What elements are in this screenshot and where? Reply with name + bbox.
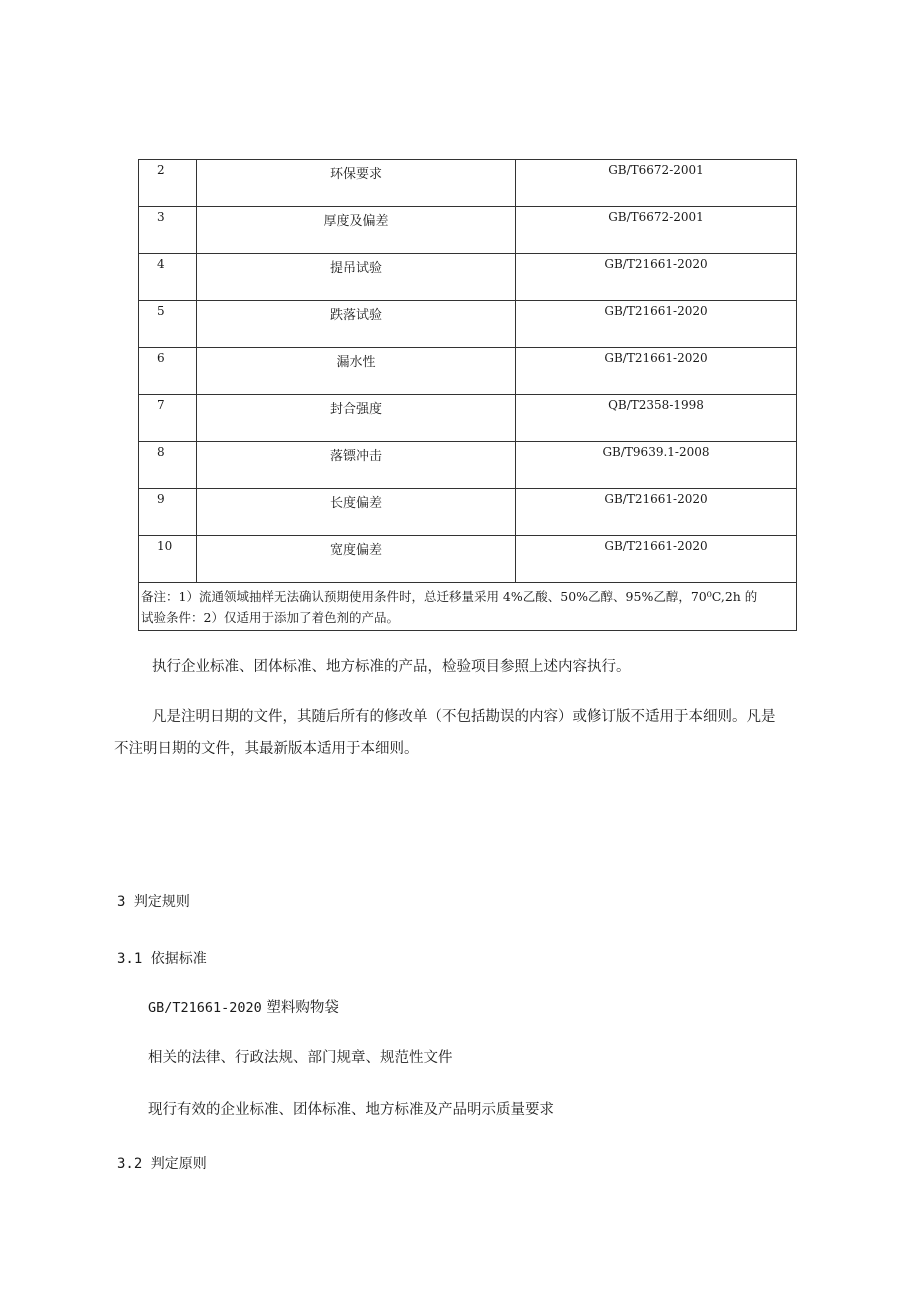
basis-standard-item xyxy=(148,997,339,1019)
table-row xyxy=(139,442,797,489)
test-item: 长度偏差 xyxy=(197,489,516,536)
test-item: 提吊试验 xyxy=(197,254,516,301)
test-item: 环保要求 xyxy=(197,160,516,207)
test-item: 漏水性 xyxy=(197,348,516,395)
row-number: 4 xyxy=(139,254,197,301)
test-item: 宽度偏差 xyxy=(197,536,516,583)
test-standard: GB/T21661-2020 xyxy=(516,301,797,348)
test-standard: GB/T21661-2020 xyxy=(516,254,797,301)
test-item: 落镖冲击 xyxy=(197,442,516,489)
table-row xyxy=(139,395,797,442)
paragraph-enterprise-standards: 执行企业标准、团体标准、地方标准的产品，检验项目参照上述内容执行。 xyxy=(152,659,631,675)
row-number: 9 xyxy=(139,489,197,536)
table-row xyxy=(139,348,797,395)
row-number: 3 xyxy=(139,207,197,254)
row-number: 7 xyxy=(139,395,197,442)
paragraph-dated-docs-line2: 不注明日期的文件，其最新版本适用于本细则。 xyxy=(114,741,419,757)
section-heading-judgment-rules: 3 判定规则 xyxy=(117,894,190,910)
row-number: 6 xyxy=(139,348,197,395)
note-line-1: 备注：1）流通领域抽样无法确认预期使用条件时，总迁移量采用 4%乙酸、50%乙醇、95%乙醇，70⁰C,2h 的 xyxy=(141,589,758,604)
table-row xyxy=(139,254,797,301)
basis-laws-item: 相关的法律、行政法规、部门规章、规范性文件 xyxy=(148,1050,453,1066)
subsection-heading-judgment-principles: 3.2 判定原则 xyxy=(117,1156,207,1172)
row-number: 2 xyxy=(139,160,197,207)
standard-name: 塑料购物袋 xyxy=(261,1000,339,1016)
table-row xyxy=(139,536,797,583)
test-standard: GB/T21661-2020 xyxy=(516,489,797,536)
table-note xyxy=(139,583,797,631)
table-body xyxy=(139,160,797,583)
row-number: 8 xyxy=(139,442,197,489)
test-standard: GB/T21661-2020 xyxy=(516,348,797,395)
basis-enterprise-item: 现行有效的企业标准、团体标准、地方标准及产品明示质量要求 xyxy=(148,1102,554,1118)
table-row xyxy=(139,160,797,207)
row-number: 5 xyxy=(139,301,197,348)
subsection-heading-basis-standards: 3.1 依据标准 xyxy=(117,951,207,967)
test-standard: GB/T6672-2001 xyxy=(516,160,797,207)
paragraph-dated-docs-line1: 凡是注明日期的文件，其随后所有的修改单（不包括勘误的内容）或修订版不适用于本细则。凡是 xyxy=(152,709,776,725)
test-item: 跌落试验 xyxy=(197,301,516,348)
table-row xyxy=(139,207,797,254)
test-item: 厚度及偏差 xyxy=(197,207,516,254)
test-standard: GB/T9639.1-2008 xyxy=(516,442,797,489)
test-standard: GB/T21661-2020 xyxy=(516,536,797,583)
table-row xyxy=(139,489,797,536)
row-number: 10 xyxy=(139,536,197,583)
test-standard: QB/T2358-1998 xyxy=(516,395,797,442)
test-standard: GB/T6672-2001 xyxy=(516,207,797,254)
test-item: 封合强度 xyxy=(197,395,516,442)
table-row xyxy=(139,301,797,348)
standard-code: GB/T21661-2020 xyxy=(148,1000,262,1016)
note-line-2: 试验条件：2）仅适用于添加了着色剂的产品。 xyxy=(141,610,399,625)
inspection-items-table xyxy=(138,159,797,631)
